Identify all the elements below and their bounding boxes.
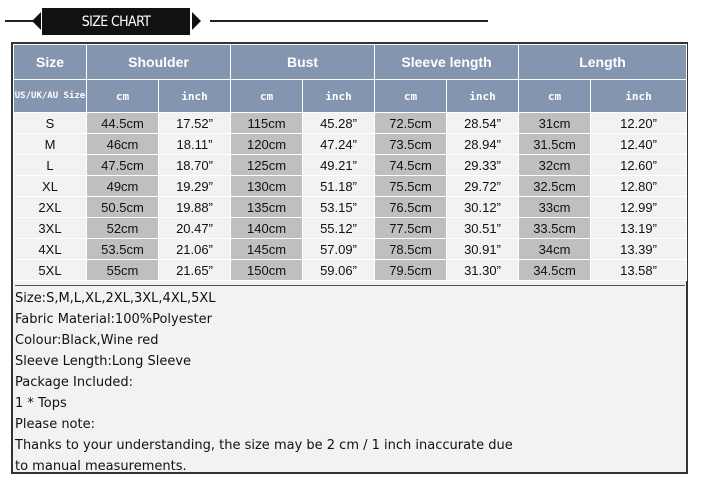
product-notes — [15, 285, 685, 477]
banner-arrow-right-icon — [192, 12, 201, 30]
cell-shoulder-inch: 19.29” — [159, 176, 231, 197]
cell-size: S — [14, 113, 87, 134]
table-row — [14, 260, 687, 281]
cell-length-inch: 12.60” — [591, 155, 687, 176]
cell-sleeve-inch: 31.30” — [447, 260, 519, 281]
note-line: Please note: — [15, 417, 95, 432]
cell-size: 3XL — [14, 218, 87, 239]
note-line: Colour:Black,Wine red — [15, 333, 159, 348]
cell-shoulder-inch: 17.52” — [159, 113, 231, 134]
banner-rule-left — [5, 20, 33, 22]
unit-header-row — [14, 80, 687, 113]
cell-sleeve-inch: 28.54” — [447, 113, 519, 134]
note-line: Package Included: — [15, 375, 133, 390]
cell-bust-cm: 115cm — [231, 113, 303, 134]
table-row — [14, 218, 687, 239]
cell-length-cm: 31.5cm — [519, 134, 591, 155]
cell-shoulder-cm: 55cm — [87, 260, 159, 281]
size-chart-banner — [42, 8, 190, 35]
cell-length-cm: 31cm — [519, 113, 591, 134]
group-header-row — [14, 45, 687, 80]
cell-length-inch: 13.58” — [591, 260, 687, 281]
cell-shoulder-cm: 53.5cm — [87, 239, 159, 260]
note-line: Sleeve Length:Long Sleeve — [15, 354, 192, 369]
note-line: Fabric Material:100%Polyester — [15, 312, 212, 327]
note-line: Size:S,M,L,XL,2XL,3XL,4XL,5XL — [15, 291, 216, 306]
cell-bust-cm: 120cm — [231, 134, 303, 155]
cell-shoulder-inch: 21.65” — [159, 260, 231, 281]
cell-sleeve-inch: 30.91” — [447, 239, 519, 260]
cell-sleeve-inch: 30.51” — [447, 218, 519, 239]
note-line: to manual measurements. — [15, 459, 187, 474]
cell-size: XL — [14, 176, 87, 197]
unit-cm: cm — [519, 80, 591, 113]
table-row — [14, 113, 687, 134]
cell-sleeve-cm: 77.5cm — [375, 218, 447, 239]
header-size: Size — [14, 45, 87, 80]
cell-shoulder-cm: 47.5cm — [87, 155, 159, 176]
header-size-region: US/UK/AU Size — [14, 80, 87, 113]
cell-shoulder-inch: 20.47” — [159, 218, 231, 239]
cell-sleeve-cm: 75.5cm — [375, 176, 447, 197]
unit-inch: inch — [159, 80, 231, 113]
cell-length-inch: 12.40” — [591, 134, 687, 155]
cell-shoulder-inch: 18.11” — [159, 134, 231, 155]
cell-shoulder-cm: 44.5cm — [87, 113, 159, 134]
cell-bust-inch: 47.24” — [303, 134, 375, 155]
cell-bust-inch: 49.21” — [303, 155, 375, 176]
unit-inch: inch — [303, 80, 375, 113]
cell-sleeve-cm: 79.5cm — [375, 260, 447, 281]
cell-size: L — [14, 155, 87, 176]
cell-sleeve-cm: 76.5cm — [375, 197, 447, 218]
cell-bust-inch: 51.18” — [303, 176, 375, 197]
cell-shoulder-cm: 50.5cm — [87, 197, 159, 218]
header-length: Length — [519, 45, 687, 80]
cell-size: M — [14, 134, 87, 155]
cell-sleeve-cm: 72.5cm — [375, 113, 447, 134]
header-bust: Bust — [231, 45, 375, 80]
cell-length-cm: 32cm — [519, 155, 591, 176]
unit-cm: cm — [375, 80, 447, 113]
cell-length-inch: 12.20” — [591, 113, 687, 134]
cell-sleeve-inch: 29.33” — [447, 155, 519, 176]
cell-length-cm: 34cm — [519, 239, 591, 260]
size-chart-panel — [11, 42, 688, 474]
cell-bust-inch: 45.28” — [303, 113, 375, 134]
cell-bust-inch: 59.06” — [303, 260, 375, 281]
banner-rule-right — [210, 20, 488, 22]
table-row — [14, 197, 687, 218]
cell-bust-inch: 55.12” — [303, 218, 375, 239]
cell-length-cm: 33cm — [519, 197, 591, 218]
cell-size: 2XL — [14, 197, 87, 218]
cell-length-inch: 13.39” — [591, 239, 687, 260]
cell-sleeve-inch: 28.94” — [447, 134, 519, 155]
cell-shoulder-cm: 49cm — [87, 176, 159, 197]
cell-length-cm: 33.5cm — [519, 218, 591, 239]
cell-shoulder-inch: 18.70” — [159, 155, 231, 176]
table-row — [14, 239, 687, 260]
cell-sleeve-cm: 78.5cm — [375, 239, 447, 260]
cell-size: 5XL — [14, 260, 87, 281]
cell-bust-cm: 145cm — [231, 239, 303, 260]
size-table — [13, 44, 687, 281]
header-shoulder: Shoulder — [87, 45, 231, 80]
cell-size: 4XL — [14, 239, 87, 260]
header-sleeve-length: Sleeve length — [375, 45, 519, 80]
cell-bust-inch: 57.09” — [303, 239, 375, 260]
cell-length-cm: 34.5cm — [519, 260, 591, 281]
cell-bust-cm: 150cm — [231, 260, 303, 281]
unit-cm: cm — [231, 80, 303, 113]
table-row — [14, 155, 687, 176]
unit-cm: cm — [87, 80, 159, 113]
cell-shoulder-inch: 19.88” — [159, 197, 231, 218]
unit-inch: inch — [591, 80, 687, 113]
cell-bust-inch: 53.15” — [303, 197, 375, 218]
table-row — [14, 134, 687, 155]
cell-shoulder-inch: 21.06” — [159, 239, 231, 260]
note-line: Thanks to your understanding, the size may be 2 cm / 1 inch inaccurate due — [15, 438, 513, 453]
cell-sleeve-cm: 73.5cm — [375, 134, 447, 155]
cell-length-cm: 32.5cm — [519, 176, 591, 197]
cell-bust-cm: 140cm — [231, 218, 303, 239]
unit-inch: inch — [447, 80, 519, 113]
banner-title: SIZE CHART — [81, 13, 151, 30]
note-line: 1 * Tops — [15, 396, 67, 411]
cell-length-inch: 13.19” — [591, 218, 687, 239]
cell-shoulder-cm: 46cm — [87, 134, 159, 155]
cell-bust-cm: 125cm — [231, 155, 303, 176]
cell-sleeve-cm: 74.5cm — [375, 155, 447, 176]
cell-bust-cm: 130cm — [231, 176, 303, 197]
cell-shoulder-cm: 52cm — [87, 218, 159, 239]
table-row — [14, 176, 687, 197]
banner-arrow-left-icon — [32, 12, 41, 30]
cell-sleeve-inch: 30.12” — [447, 197, 519, 218]
cell-length-inch: 12.80” — [591, 176, 687, 197]
cell-length-inch: 12.99” — [591, 197, 687, 218]
size-table-body — [14, 113, 687, 281]
cell-sleeve-inch: 29.72” — [447, 176, 519, 197]
cell-bust-cm: 135cm — [231, 197, 303, 218]
